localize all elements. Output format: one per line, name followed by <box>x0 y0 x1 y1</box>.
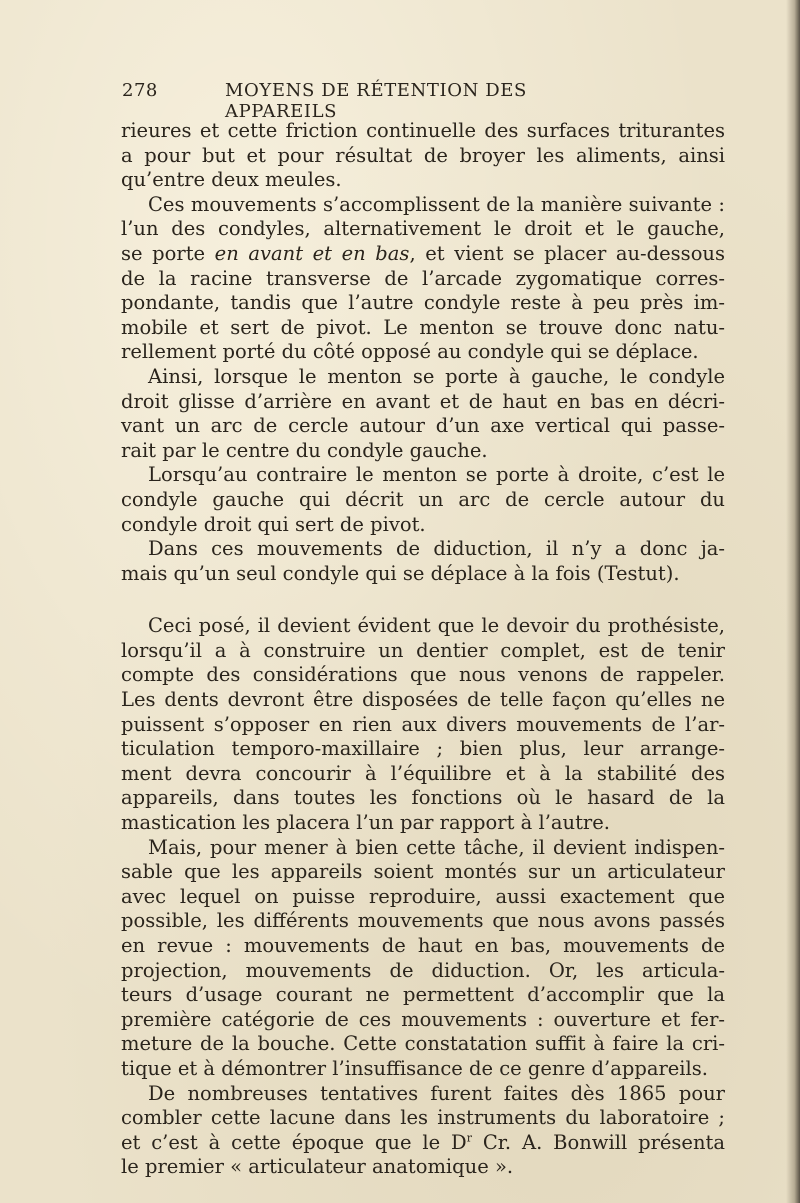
text-line: en revue : mouvements de haut en bas, mouvements de <box>121 934 725 957</box>
text-line: projection, mouvements de diduction. Or, les articula- <box>121 958 725 982</box>
superscript: r <box>466 1131 472 1145</box>
text-line: le premier « articulateur anatomique ». <box>121 1155 514 1179</box>
text-line: rellement porté du côté opposé au condyle qui se déplace. <box>121 340 699 364</box>
text-line: tique et à démontrer l’insuffisance de ce genre d’appareils. <box>121 1056 708 1080</box>
text-line: a pour but et pour résultat de broyer les aliments, ainsi <box>121 143 725 167</box>
text-line: condyle droit qui sert de pivot. <box>121 512 426 536</box>
text-line: Mais, pour mener à bien cette tâche, il devient indispen- <box>148 835 725 859</box>
text-line: puissent s’opposer en rien aux divers mouvements de l’ar- <box>121 712 725 736</box>
text-line: Ceci posé, il devient évident que le devoir du prothésiste, <box>148 614 725 638</box>
text-line: Ces mouvements s’accomplissent de la manière suivante : <box>148 192 725 216</box>
text-line <box>121 1131 725 1156</box>
text-line: Ainsi, lorsque le menton se porte à gauche, le condyle <box>148 364 725 388</box>
text-fragment: Cr. A. Bonwill présenta <box>471 1130 725 1154</box>
text-fragment: se porte <box>121 241 215 265</box>
text-line: ticulation temporo-maxillaire ; bien plus, leur arrange- <box>121 737 725 761</box>
text-line: condyle gauche qui décrit un arc de cercle autour du <box>121 487 725 511</box>
text-line: Lorsqu’au contraire le menton se porte à droite, c’est le <box>148 463 725 487</box>
text-line: avec lequel on puisse reproduire, aussi exactement que <box>121 884 725 908</box>
page-number: 278 <box>122 80 158 101</box>
text-line: possible, les différents mouvements que nous avons passés <box>121 909 725 933</box>
text-line: sable que les appareils soient montés sur un articulateur <box>121 860 725 884</box>
paragraph-gap <box>121 586 725 614</box>
text-line: compte des considérations que nous venons de rappeler. <box>121 663 725 687</box>
text-line: mobile et sert de pivot. Le menton se trouve donc natu- <box>121 315 725 339</box>
running-head: MOYENS DE RÉTENTION DES APPAREILS <box>225 80 527 122</box>
text-line: rieures et cette friction continuelle des surfaces triturantes <box>121 119 725 142</box>
text-line: mais qu’un seul condyle qui se déplace à la fois (Testut). <box>121 561 680 585</box>
text-line <box>121 242 725 267</box>
text-line: combler cette lacune dans les instruments du laboratoire ; <box>121 1106 725 1130</box>
text-line: rait par le centre du condyle gauche. <box>121 438 488 462</box>
text-line: de la racine transverse de l’arcade zygomatique corres- <box>121 266 725 290</box>
body-text <box>121 119 725 1180</box>
text-line: droit glisse d’arrière en avant et de haut en bas en décri- <box>121 389 725 413</box>
text-line: appareils, dans toutes les fonctions où le hasard de la <box>121 786 725 810</box>
page-edge-shadow <box>786 0 800 1203</box>
italic-phrase: en avant et en bas <box>214 241 410 265</box>
page-header <box>122 80 622 122</box>
text-fragment: , et vient se placer au-dessous <box>409 241 725 265</box>
text-line: vant un arc de cercle autour d’un axe vertical qui passe- <box>121 414 725 438</box>
text-line: lorsqu’il a à construire un dentier complet, est de tenir <box>121 638 725 662</box>
text-line: Dans ces mouvements de diduction, il n’y a donc ja- <box>148 537 725 561</box>
text-line: l’un des condyles, alternativement le droit et le gauche, <box>121 217 725 241</box>
text-fragment: et c’est à cette époque que le D <box>121 1130 467 1154</box>
text-line: pondante, tandis que l’autre condyle reste à peu près im- <box>121 291 725 315</box>
text-line: qu’entre deux meules. <box>121 168 342 192</box>
text-line: mastication les placera l’un par rapport à l’autre. <box>121 811 610 835</box>
text-line: ment devra concourir à l’équilibre et à la stabilité des <box>121 761 725 785</box>
text-line: première catégorie de ces mouvements : ouverture et fer- <box>121 1007 725 1031</box>
text-line: De nombreuses tentatives furent faites dès 1865 pour <box>148 1081 725 1105</box>
text-line: meture de la bouche. Cette constatation suffit à faire la cri- <box>121 1032 725 1056</box>
text-line: Les dents devront être disposées de telle façon qu’elles ne <box>121 688 725 712</box>
text-line: teurs d’usage courant ne permettent d’accomplir que la <box>121 983 725 1007</box>
